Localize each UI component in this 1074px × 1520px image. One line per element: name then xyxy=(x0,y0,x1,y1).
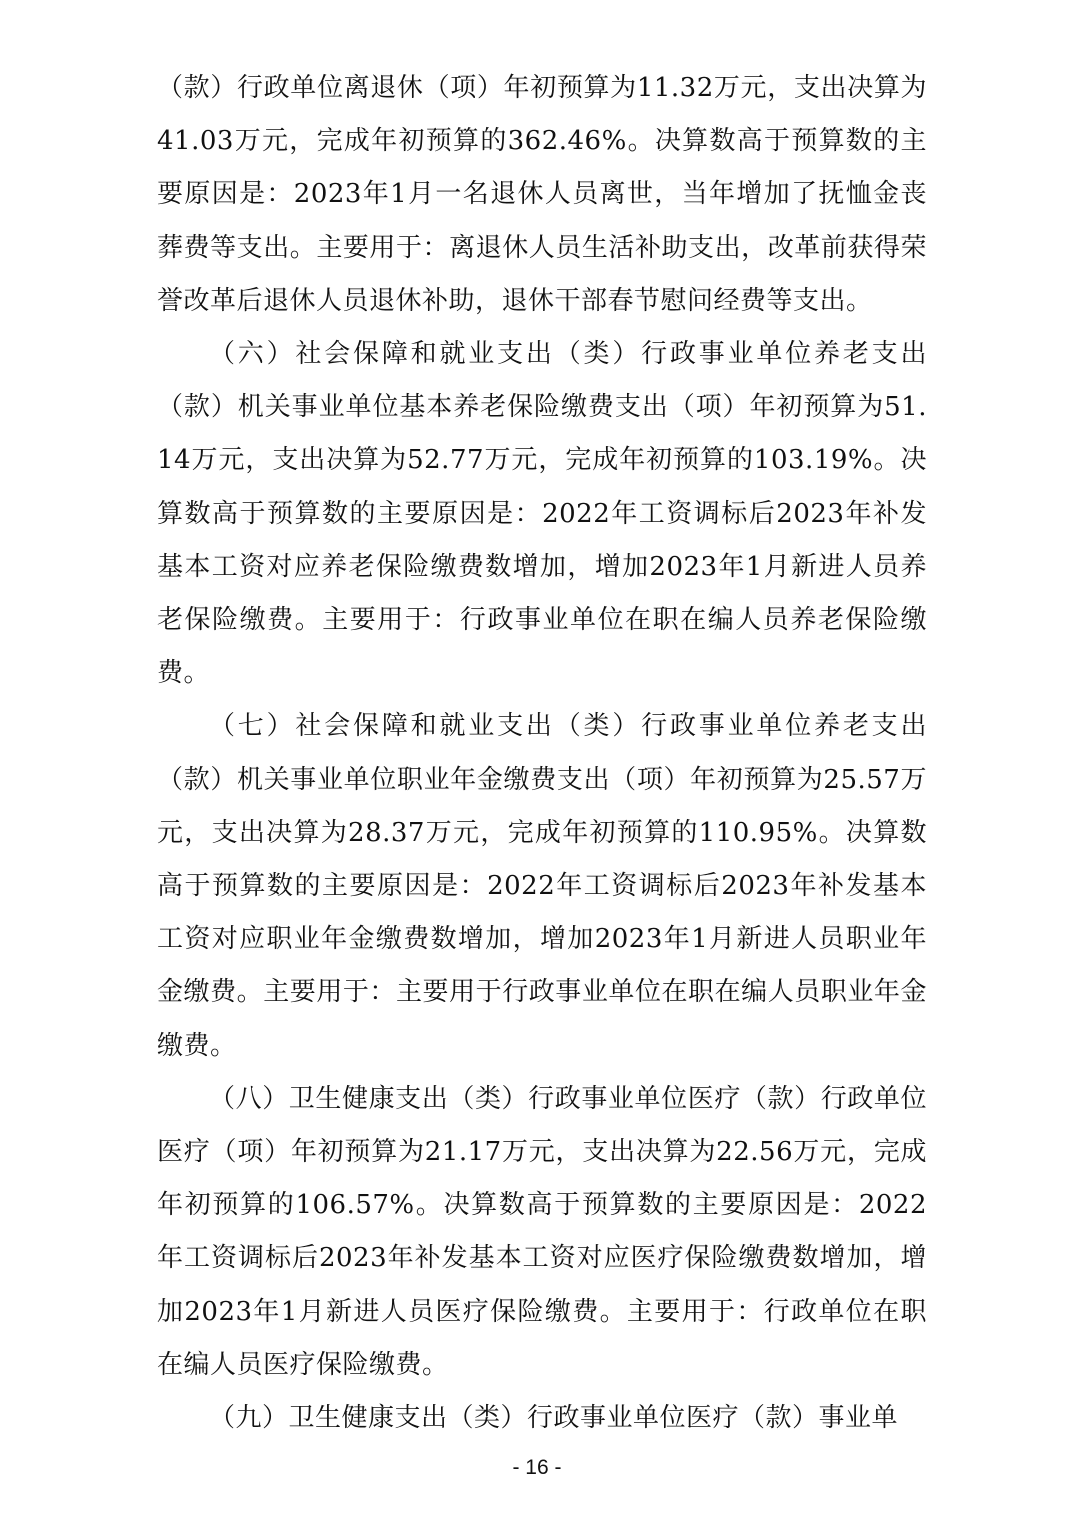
page-number: - 16 - xyxy=(512,1456,562,1479)
paragraph-retirement-continued: （款）行政单位离退休（项）年初预算为11.32万元，支出决算为41.03万元，完成年初预算的362.46%。决算数高于预算数的主要原因是：2023年1月一名退休人员离世，当年增加了抚恤金丧葬费等支出。主要用于：离退休人员生活补助支出，改革前获得荣誉改革后退休人员退休补助，退休干部春节慰问经费等支出。 xyxy=(157,73,927,316)
document-body xyxy=(157,62,927,1445)
paragraph-section-9-institution-medical: （九）卫生健康支出（类）行政事业单位医疗（款）事业单 xyxy=(209,1403,899,1434)
paragraph-section-8-admin-medical: （八）卫生健康支出（类）行政事业单位医疗（款）行政单位医疗（项）年初预算为21.17万元，支出决算为22.56万元，完成年初预算的106.57%。决算数高于预算数的主要原因是：2022年工资调标后2023年补发基本工资对应医疗保险缴费数增加，增加2023年1月新进人员医疗保险缴费。主要用于：行政单位在职在编人员医疗保险缴费。 xyxy=(157,1083,927,1380)
paragraph-section-7-occupational-annuity: （七）社会保障和就业支出（类）行政事业单位养老支出（款）机关事业单位职业年金缴费支出（项）年初预算为25.57万元，支出决算为28.37万元，完成年初预算的110.95%。决算数高于预算数的主要原因是：2022年工资调标后2023年补发基本工资对应职业年金缴费数增加，增加2023年1月新进人员职业年金缴费。主要用于：主要用于行政事业单位在职在编人员职业年金缴费。 xyxy=(157,711,927,1061)
paragraph-section-6-pension-insurance: （六）社会保障和就业支出（类）行政事业单位养老支出（款）机关事业单位基本养老保险缴费支出（项）年初预算为51.14万元，支出决算为52.77万元，完成年初预算的103.19%。决算数高于预算数的主要原因是：2022年工资调标后2023年补发基本工资对应养老保险缴费数增加，增加2023年1月新进人员养老保险缴费。主要用于：行政事业单位在职在编人员养老保险缴费。 xyxy=(157,339,927,689)
